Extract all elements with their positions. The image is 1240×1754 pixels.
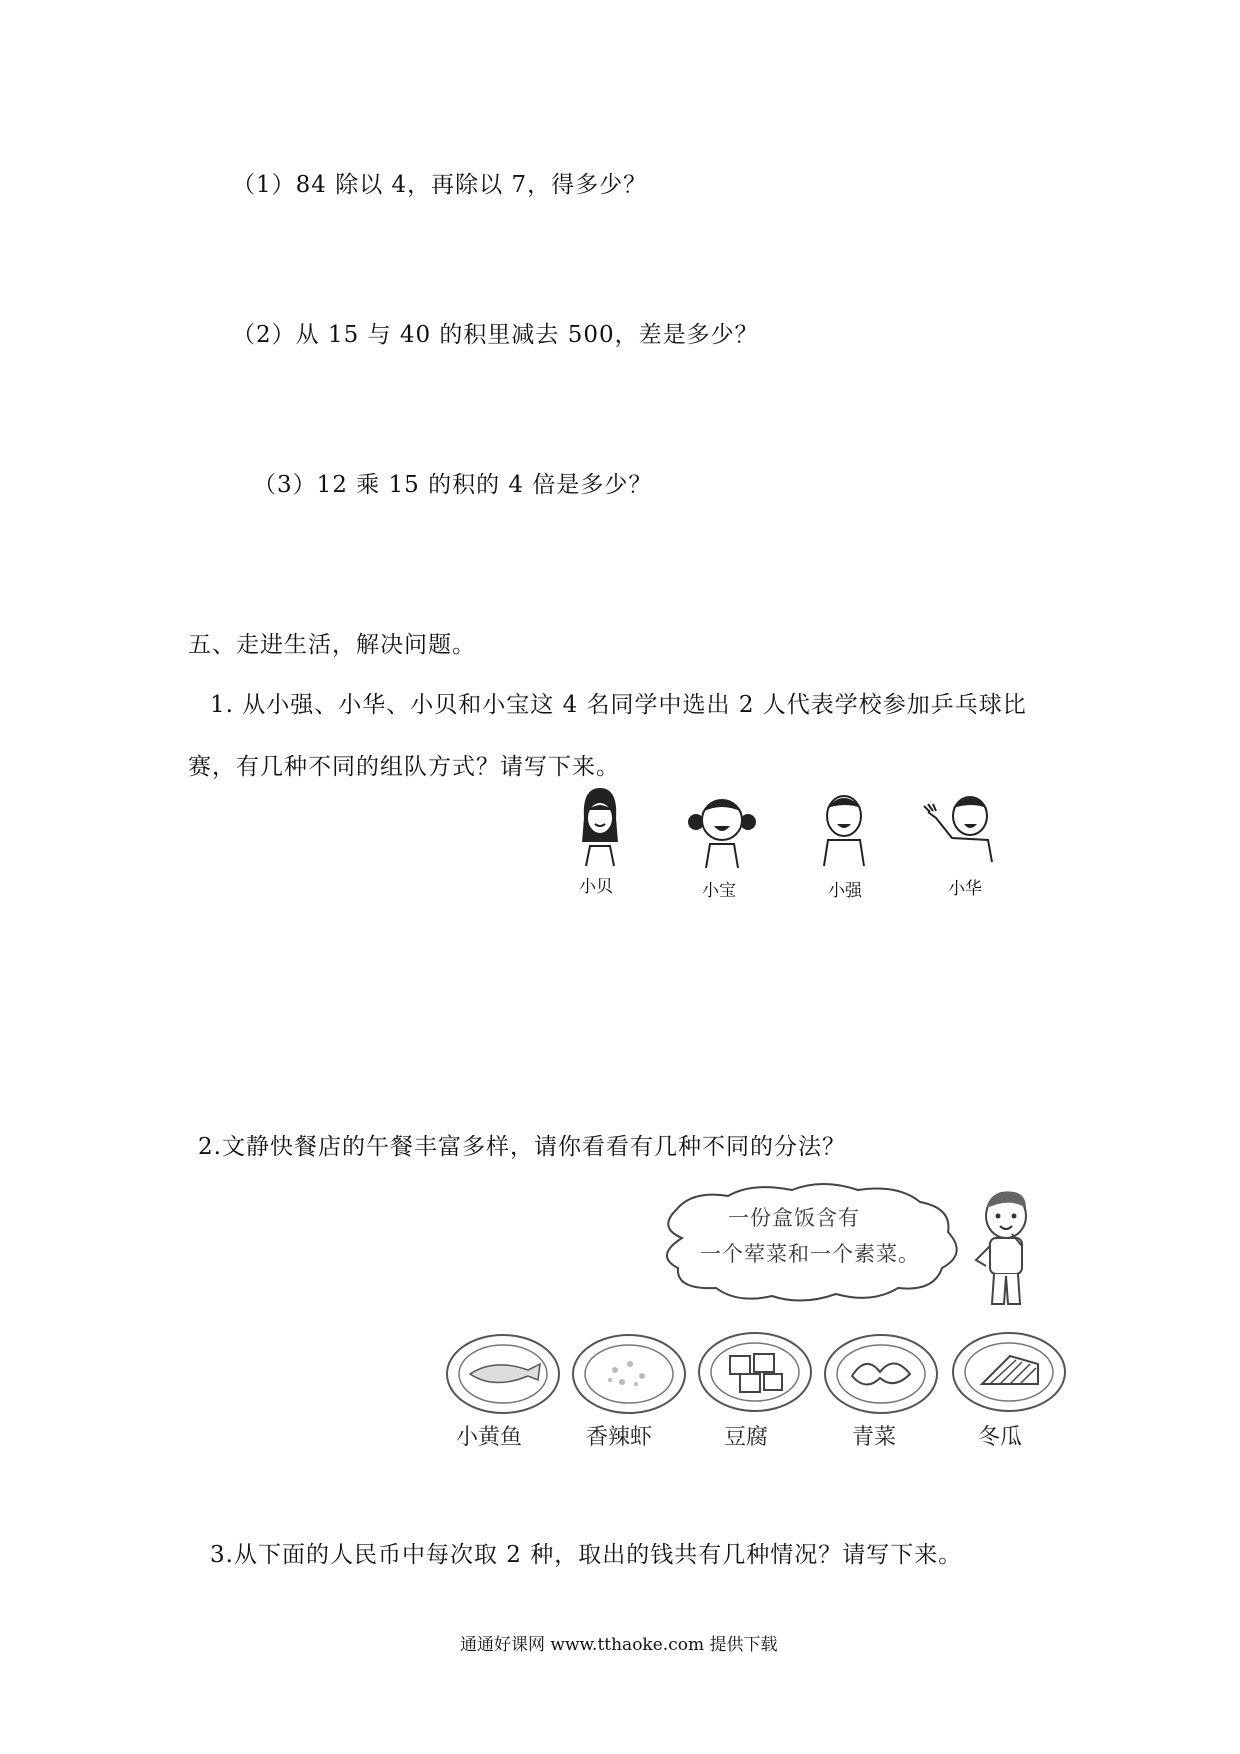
question-1: （1）84 除以 4，再除以 7，得多少？ [232, 172, 648, 198]
section-title: 五、走进生活，解决问题。 [188, 632, 476, 658]
food-label-fish: 小黄鱼 [456, 1425, 523, 1450]
bubble-line-1: 一份盒饭含有 [728, 1206, 860, 1230]
girl-pigtails-icon [680, 782, 764, 870]
boy-thinking-icon [968, 1186, 1040, 1314]
problem-1-line-1: 1. 从小强、小华、小贝和小宝这 4 名同学中选出 2 人代表学校参加乒乓球比 [210, 692, 1027, 718]
food-label-shrimp: 香辣虾 [586, 1425, 653, 1450]
food-label-tofu: 豆腐 [724, 1425, 769, 1450]
kid-label-xiaobao: 小宝 [702, 881, 736, 901]
girl-long-hair-icon [558, 780, 642, 868]
question-3: （3）12 乘 15 的积的 4 倍是多少？ [253, 472, 653, 498]
problem-3: 3.从下面的人民币中每次取 2 种，取出的钱共有几种情况？请写下来。 [210, 1542, 963, 1568]
boy-waving-icon [922, 782, 1006, 870]
kid-label-xiaohua: 小华 [948, 879, 982, 899]
plate-shrimp-icon [570, 1332, 688, 1416]
food-label-greens: 青菜 [852, 1425, 897, 1450]
problem-1-line-2: 赛，有几种不同的组队方式？请写下来。 [188, 754, 620, 780]
boy-icon [802, 780, 886, 868]
kid-label-xiaoqiang: 小强 [828, 881, 862, 901]
kid-label-xiaobei: 小贝 [579, 877, 613, 897]
problem-2: 2.文静快餐店的午餐丰富多样，请你看看有几种不同的分法？ [198, 1134, 846, 1160]
plate-wax-gourd-icon [950, 1330, 1068, 1414]
footer-source: 通通好课网 www.tthaoke.com 提供下载 [460, 1635, 778, 1655]
plate-greens-icon [822, 1332, 940, 1416]
bubble-line-2: 一个荤菜和一个素菜。 [700, 1242, 920, 1266]
plate-fish-icon [444, 1332, 562, 1416]
question-2: （2）从 15 与 40 的积里减去 500，差是多少？ [232, 322, 759, 348]
food-label-wax-gourd: 冬瓜 [978, 1425, 1023, 1450]
plate-tofu-icon [696, 1330, 814, 1414]
